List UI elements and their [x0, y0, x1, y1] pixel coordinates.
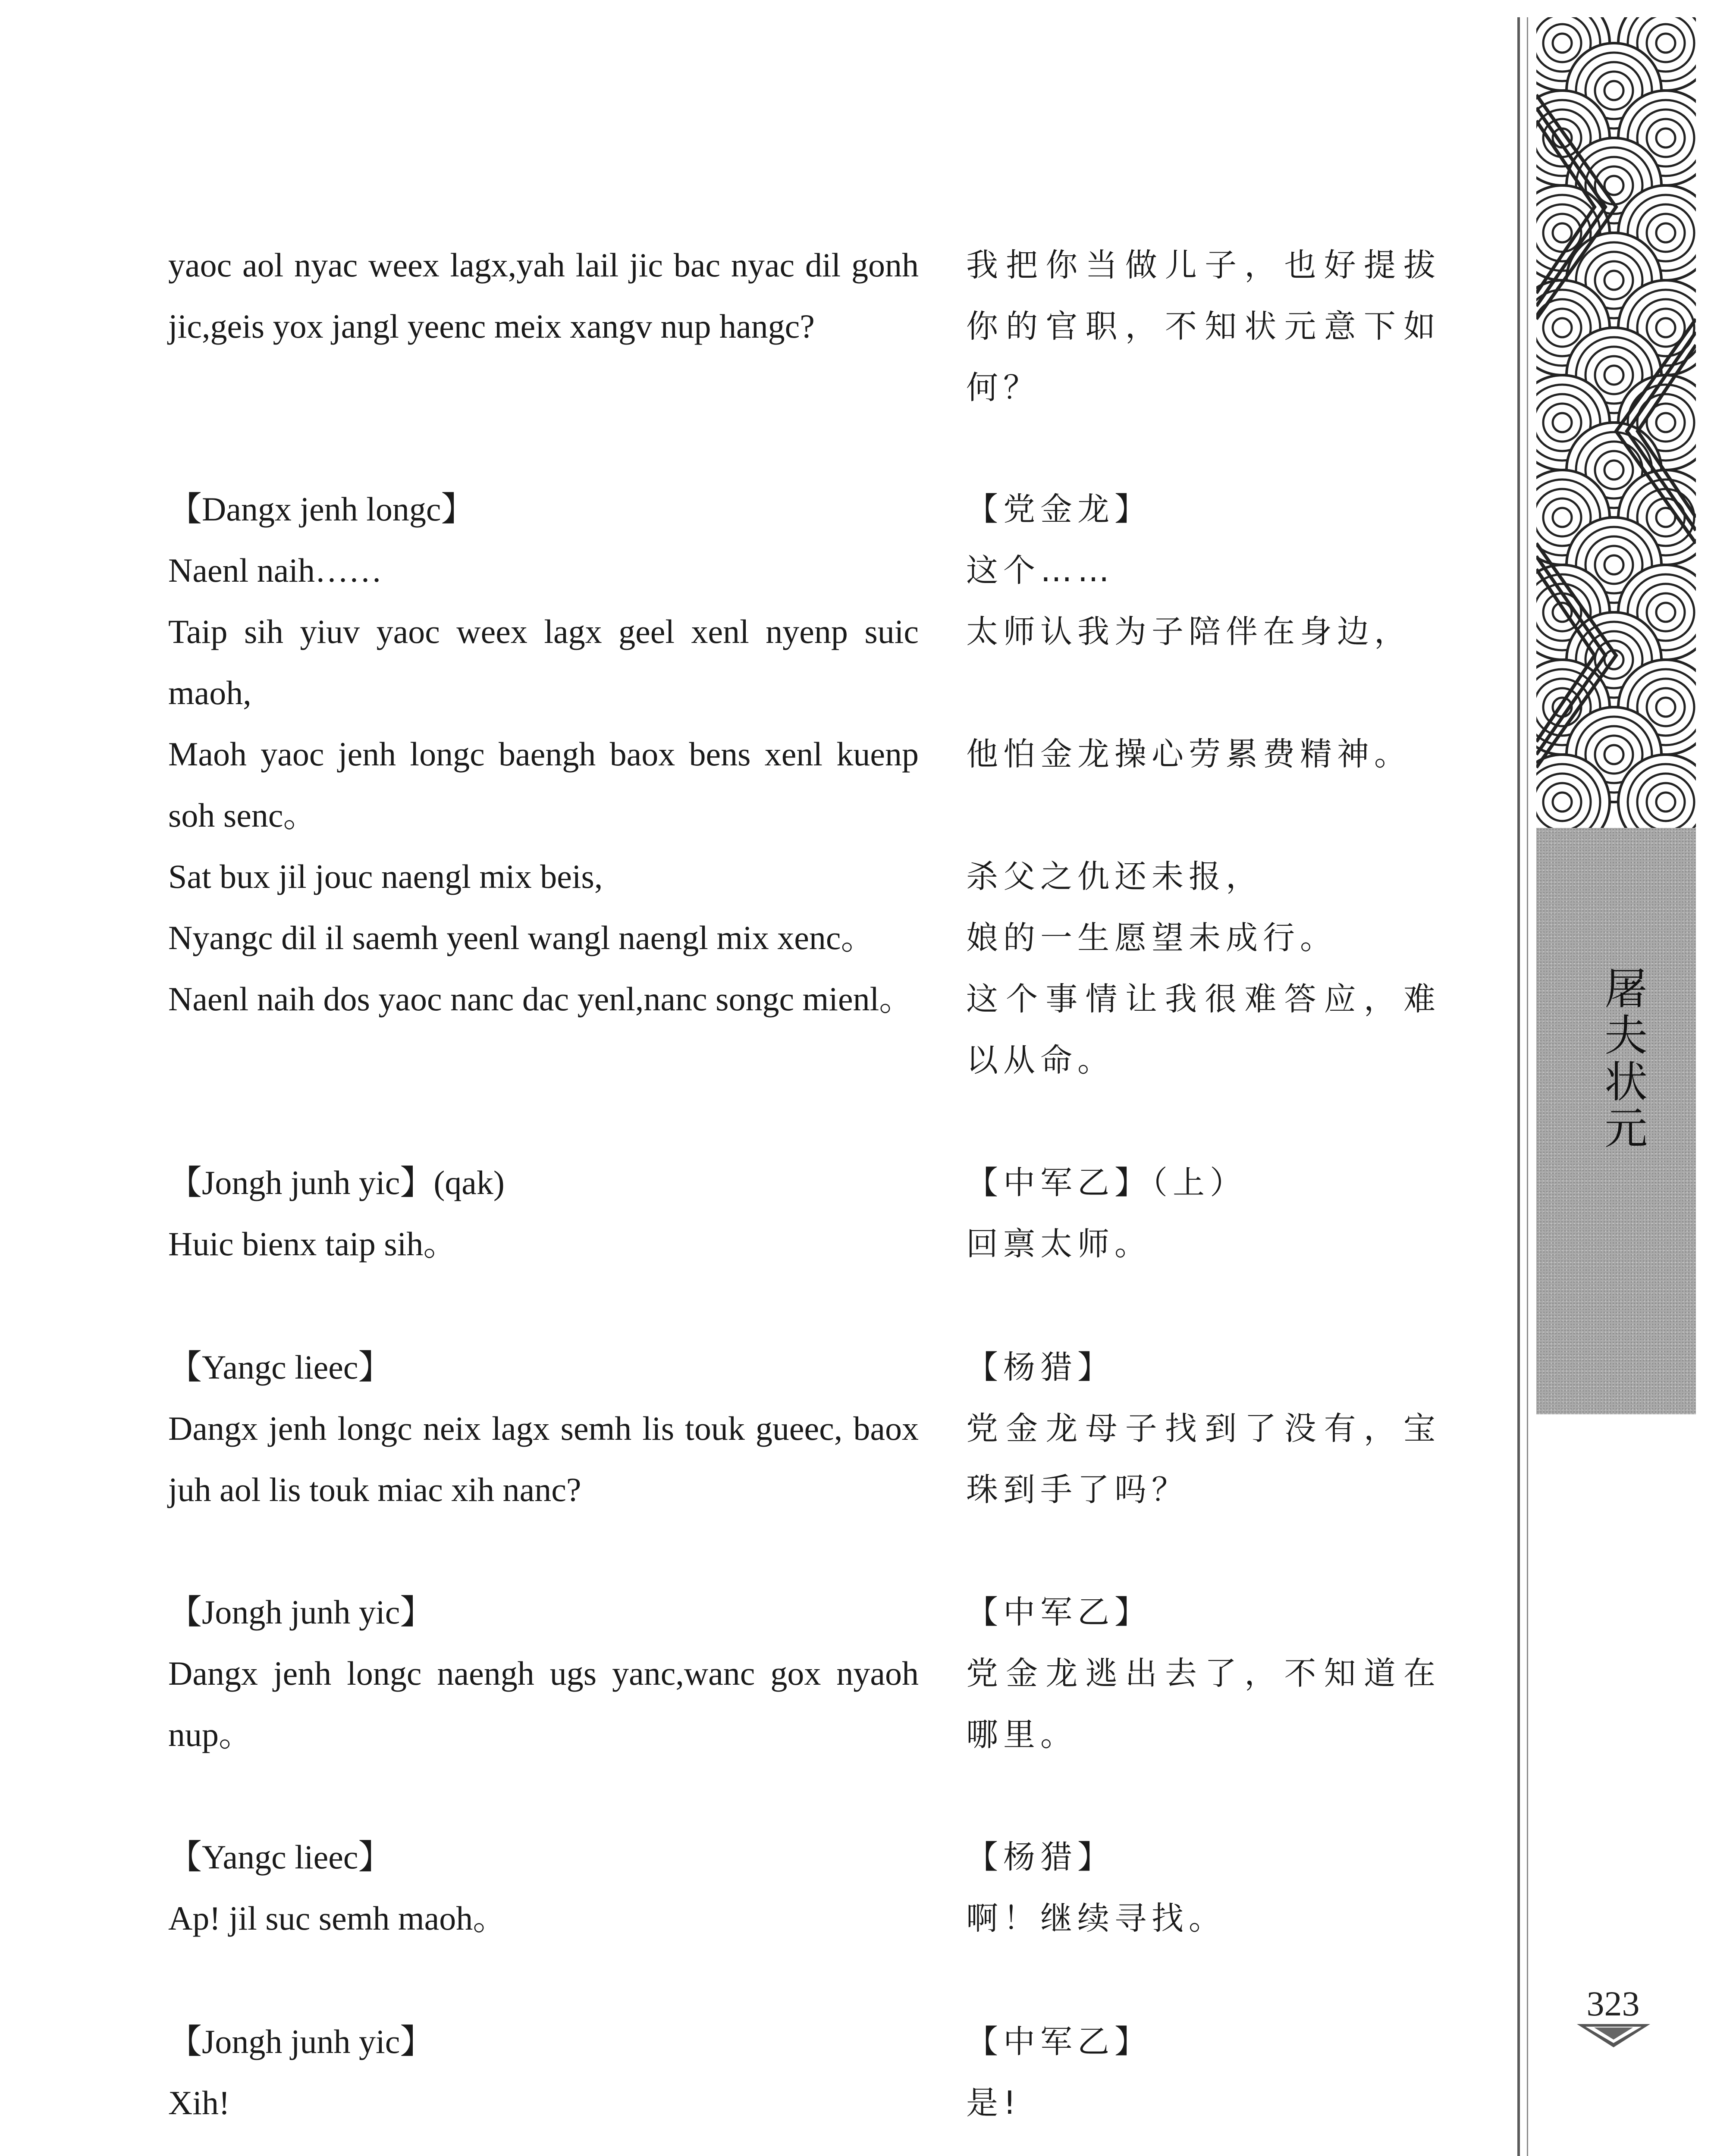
han-line: 我把你当做儿子，也好提拔你的官职，不知状元意下如何？	[966, 247, 1441, 406]
roman-line: Huic bienx taip sih。	[168, 1225, 457, 1263]
speaker-roman: 【Jongh junh yic】(qak)	[168, 1164, 505, 1201]
speaker-han: 【党金龙】	[966, 491, 1152, 528]
book-title: 屠夫状元	[1597, 966, 1648, 1152]
page-ornament-icon	[1577, 2022, 1650, 2050]
han-line: 这个事情让我很难答应，难以从命。	[966, 981, 1441, 1079]
speaker-roman: 【Jongh junh yic】	[168, 2023, 434, 2060]
speaker-roman: 【Yangc lieec】	[168, 1838, 392, 1876]
han-line: 杀父之仇还未报，	[966, 858, 1263, 895]
roman-line: Nyangc dil il saemh yeenl wangl naengl mix xenc。	[168, 919, 875, 956]
roman-line: Xih!	[168, 2084, 230, 2122]
roman-line: Naenl naih dos yaoc nanc dac yenl,nanc songc mienl。	[168, 980, 913, 1018]
margin-rule	[1527, 17, 1528, 2156]
speaker-han: 【杨猎】	[966, 1349, 1115, 1386]
han-line: 这个……	[966, 552, 1115, 589]
roman-line: Maoh yaoc jenh longc baengh baox bens xenl kuenp soh senc。	[168, 735, 919, 834]
han-line: 回禀太师。	[966, 1225, 1152, 1263]
roman-line: Sat bux jil jouc naengl mix beis,	[168, 858, 603, 895]
speaker-roman: 【Dangx jenh longc】	[168, 490, 475, 528]
roman-line: yaoc aol nyac weex lagx,yah lail jic bac nyac dil gonh jic,geis yox jangl yeenc meix xangv nup hangc?	[168, 246, 919, 345]
margin-rule	[1517, 17, 1520, 2156]
roman-line: Ap! jil suc semh maoh。	[168, 1899, 507, 1937]
han-line: 党金龙母子找到了没有，宝珠到手了吗？	[966, 1410, 1441, 1508]
speaker-han: 【中军乙】	[966, 2023, 1152, 2060]
speaker-han: 【中军乙】	[966, 1594, 1152, 1631]
han-line: 太师认我为子陪伴在身边，	[966, 613, 1411, 650]
speaker-han: 【中军乙】（上）	[966, 1164, 1247, 1201]
cloud-pattern-ornament	[1536, 17, 1696, 828]
han-line: 啊！继续寻找。	[966, 1900, 1226, 1937]
roman-line: Dangx jenh longc neix lagx semh lis touk gueec, baox juh aol lis touk miac xih nanc?	[168, 1410, 919, 1508]
han-line: 党金龙逃出去了，不知道在哪里。	[966, 1655, 1441, 1753]
roman-line: Naenl naih……	[168, 552, 383, 589]
speaker-roman: 【Yangc lieec】	[168, 1348, 392, 1386]
han-line: 他怕金龙操心劳累费精神。	[966, 736, 1411, 773]
han-line: 娘的一生愿望未成行。	[966, 919, 1337, 956]
han-line: 是!	[966, 2084, 1021, 2122]
speaker-han: 【杨猎】	[966, 1839, 1115, 1876]
speaker-roman: 【Jongh junh yic】	[168, 1593, 434, 1631]
roman-line: Taip sih yiuv yaoc weex lagx geel xenl nyenp suic maoh,	[168, 613, 919, 711]
page-number: 323	[1586, 1984, 1640, 2023]
roman-line: Dangx jenh longc naengh ugs yanc,wanc gox nyaoh nup。	[168, 1655, 919, 1753]
